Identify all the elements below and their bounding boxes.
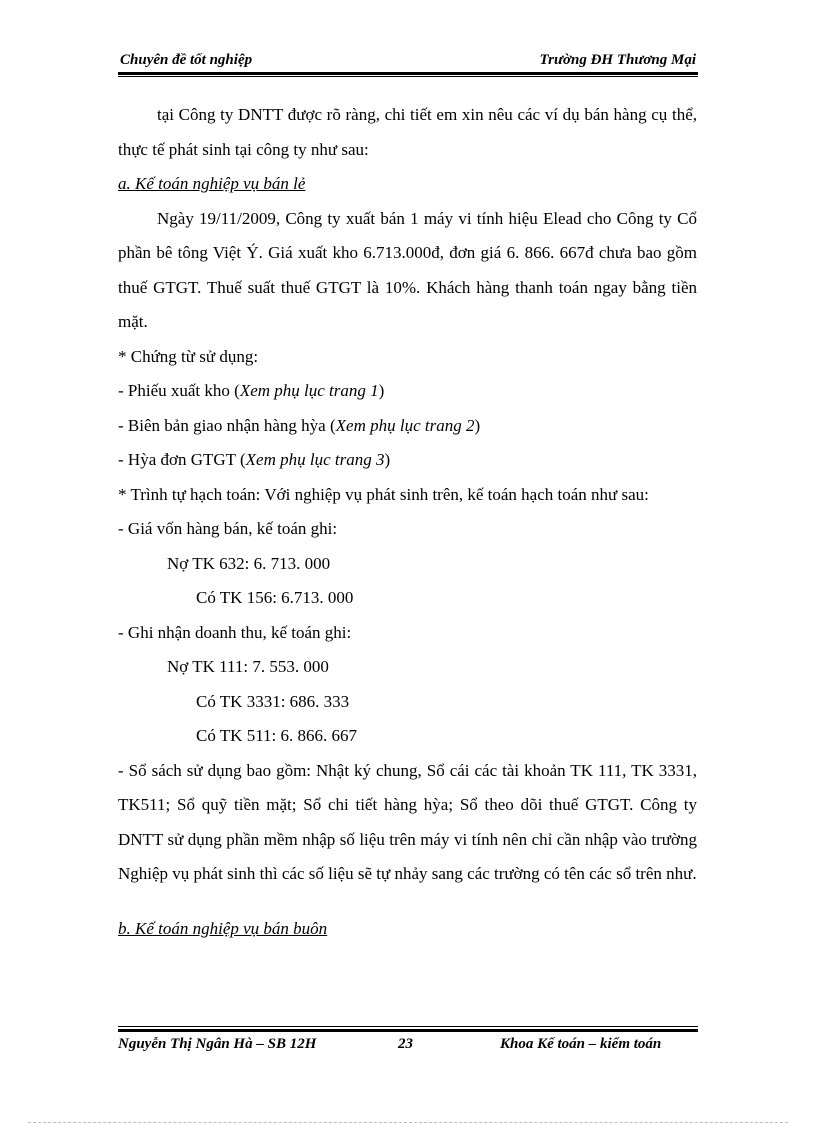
document-body [118, 98, 697, 946]
books-used-paragraph: - Sổ sách sử dụng bao gồm: Nhật ký chung, Sổ cái các tài khoản TK 111, TK 3331, TK511; Sổ quỹ tiền mặt; Sổ chi tiết hàng hỳa; Sổ theo dõi thuế GTGT. Công ty DNTT sử dụng phần mềm nhập số liệu trên máy vi tính nên chỉ cần nhập vào trường Nghiệp vụ phát sinh thì các số liệu sẽ tự nhảy sang các trường có tên các sổ trên như. [118, 760, 697, 883]
revenue-debit-entry: Nợ TK 111: 7. 553. 000 [167, 657, 329, 676]
footer-rule-thin [118, 1026, 698, 1027]
document-item-2: - Biên bản giao nhận hàng hỳa (Xem phụ lục trang 2) [118, 415, 481, 435]
footer-rule-thick [118, 1029, 698, 1032]
retail-example-paragraph: Ngày 19/11/2009, Công ty xuất bán 1 máy vi tính hiệu Elead cho Công ty Cổ phần bê tông Việt Ý. Giá xuất kho 6.713.000đ, đơn giá 6. 866. 667đ chưa bao gồm thuế GTGT. Thuế suất thuế GTGT là 10%. Khách hàng thanh toán ngay bằng tiền mặt. [118, 208, 697, 331]
intro-paragraph: tại Công ty DNTT được rõ ràng, chi tiết em xin nêu các ví dụ bán hàng cụ thể, thực tế phát sinh tại công ty như sau: [118, 105, 697, 159]
header-rule-thick [118, 72, 698, 75]
page-header [118, 50, 698, 72]
cogs-credit-entry: Có TK 156: 6.713. 000 [196, 588, 354, 607]
revenue-credit-entry: Có TK 511: 6. 866. 667 [196, 726, 358, 745]
cogs-debit-entry: Nợ TK 632: 6. 713. 000 [167, 553, 331, 573]
cogs-entry-title: - Giá vốn hàng bán, kế toán ghi: [118, 519, 338, 538]
accounting-procedure-paragraph: * Trình tự hạch toán: Với nghiệp vụ phát sinh trên, kế toán hạch toán như sau: [118, 484, 649, 504]
appendix-reference-1: Xem phụ lục trang 1 [239, 381, 379, 400]
header-university: Trường ĐH Thương Mại [539, 52, 696, 68]
appendix-reference-3: Xem phụ lục trang 3 [245, 450, 385, 469]
footer-author: Nguyễn Thị Ngân Hà – SB 12H [118, 1036, 317, 1052]
appendix-reference-2: Xem phụ lục trang 2 [335, 415, 475, 435]
document-item-1: - Phiếu xuất kho (Xem phụ lục trang 1) [118, 381, 385, 400]
documents-heading: * Chứng từ sử dụng: [118, 346, 259, 366]
header-rule-thin [118, 76, 698, 77]
section-heading-retail: a. Kế toán nghiệp vụ bán lẻ [118, 174, 306, 193]
vat-credit-entry: Có TK 3331: 686. 333 [196, 691, 350, 711]
page-number: 23 [398, 1036, 413, 1052]
header-thesis-title: Chuyên đề tốt nghiệp [120, 52, 253, 68]
revenue-entry-title: - Ghi nhận doanh thu, kế toán ghi: [118, 622, 352, 642]
paragraph-spacer [118, 892, 697, 912]
footer-faculty: Khoa Kế toán – kiểm toán [500, 1036, 662, 1052]
section-heading-wholesale: b. Kế toán nghiệp vụ bán buôn [118, 918, 328, 938]
page-footer [118, 1026, 698, 1056]
document-item-3: - Hỳa đơn GTGT (Xem phụ lục trang 3) [118, 450, 391, 469]
